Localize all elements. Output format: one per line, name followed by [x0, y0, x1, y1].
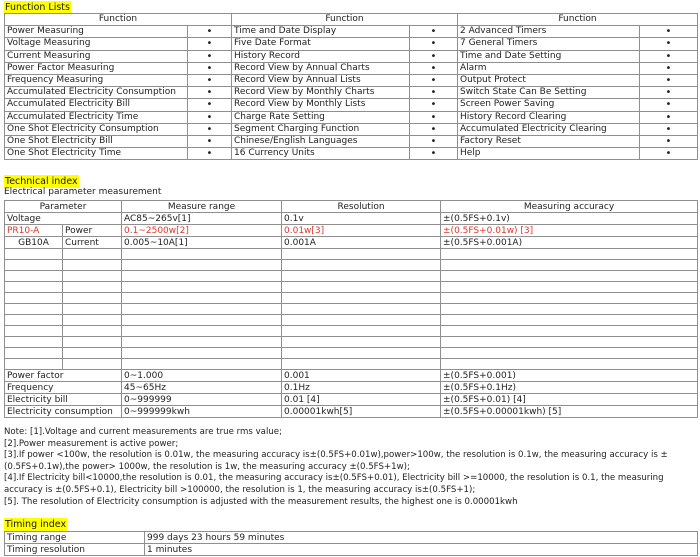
blank-cell [5, 260, 63, 271]
frequency-accuracy: ±(0.5FS+0.1Hz) [441, 382, 698, 394]
function-row [5, 50, 698, 62]
bullet-mark: • [640, 38, 698, 50]
bullet-mark: • [640, 111, 698, 123]
power-accuracy: ±(0.5FS+0.01w) [3] [441, 225, 698, 237]
model-b-label: GB10A [5, 237, 63, 249]
power-factor-accuracy: ±(0.5FS+0.001) [441, 370, 698, 382]
bullet-mark: • [640, 87, 698, 99]
note-1: Note: [1].Voltage and current measurements are true rms value; [4, 427, 282, 437]
bullet-mark: • [410, 135, 458, 147]
current-label: Current [63, 237, 122, 249]
function-row [5, 26, 698, 38]
bullet-mark: • [640, 74, 698, 86]
bullet-mark: • [188, 99, 232, 111]
bullet-mark: • [188, 111, 232, 123]
blank-cell [441, 293, 698, 304]
blank-cell [441, 260, 698, 271]
blank-cell [5, 315, 63, 326]
frequency-row [5, 382, 698, 394]
bullet-mark: • [188, 50, 232, 62]
power-row [5, 225, 698, 237]
bullet-mark: • [410, 50, 458, 62]
blank-cell [122, 337, 282, 348]
bullet-mark: • [410, 74, 458, 86]
function-item: Record View by Monthly Lists [232, 99, 410, 111]
function-item: Five Date Format [232, 38, 410, 50]
bullet-mark: • [188, 62, 232, 74]
blank-cell [441, 348, 698, 359]
bill-row [5, 394, 698, 406]
function-item: Record View by Monthly Charts [232, 87, 410, 99]
bullet-mark: • [410, 148, 458, 160]
timing-range-label: Timing range [5, 532, 145, 544]
function-item: 16 Currency Units [232, 148, 410, 160]
blank-row [5, 337, 698, 348]
bullet-mark: • [188, 135, 232, 147]
blank-cell [122, 293, 282, 304]
blank-cell [441, 337, 698, 348]
function-item: Current Measuring [5, 50, 188, 62]
bill-range: 0~999999 [122, 394, 282, 406]
bullet-mark: • [188, 74, 232, 86]
function-item: History Record [232, 50, 410, 62]
blank-cell [282, 260, 441, 271]
blank-row [5, 249, 698, 260]
blank-cell [122, 260, 282, 271]
function-item: Help [458, 148, 640, 160]
blank-cell [282, 326, 441, 337]
technical-notes [4, 427, 696, 508]
current-resolution: 0.001A [282, 237, 441, 249]
bullet-mark: • [410, 123, 458, 135]
function-row [5, 38, 698, 50]
blank-cell [122, 271, 282, 282]
model-a-label: PR10-A [5, 225, 63, 237]
blank-cell [282, 271, 441, 282]
bullet-mark: • [640, 62, 698, 74]
blank-cell [122, 326, 282, 337]
blank-cell [63, 326, 122, 337]
function-row [5, 135, 698, 147]
bullet-mark: • [410, 62, 458, 74]
blank-row [5, 260, 698, 271]
blank-cell [63, 260, 122, 271]
function-item: Record View by Annual Charts [232, 62, 410, 74]
blank-cell [5, 337, 63, 348]
blank-cell [282, 359, 441, 370]
blank-cell [5, 348, 63, 359]
blank-cell [441, 271, 698, 282]
blank-cell [63, 271, 122, 282]
function-row [5, 111, 698, 123]
function-item: Record View by Annual Lists [232, 74, 410, 86]
function-item: Time and Date Display [232, 26, 410, 38]
blank-cell [282, 304, 441, 315]
blank-cell [5, 249, 63, 260]
consumption-row [5, 406, 698, 418]
function-row [5, 87, 698, 99]
function-item: Screen Power Saving [458, 99, 640, 111]
technical-index-subtitle: Electrical parameter measurement [4, 187, 162, 197]
range-header: Measure range [122, 201, 282, 213]
bullet-mark: • [188, 87, 232, 99]
timing-index-title: Timing index [5, 519, 67, 530]
blank-cell [122, 282, 282, 293]
consumption-range: 0~999999kwh [122, 406, 282, 418]
function-item: One Shot Electricity Consumption [5, 123, 188, 135]
blank-cell [5, 359, 63, 370]
function-item: Power Measuring [5, 26, 188, 38]
blank-cell [63, 293, 122, 304]
bill-resolution: 0.01 [4] [282, 394, 441, 406]
voltage-resolution: 0.1v [282, 213, 441, 225]
blank-row [5, 282, 698, 293]
blank-cell [63, 315, 122, 326]
current-range: 0.005~10A[1] [122, 237, 282, 249]
bullet-mark: • [640, 148, 698, 160]
blank-cell [63, 359, 122, 370]
bullet-mark: • [640, 99, 698, 111]
function-item: History Record Clearing [458, 111, 640, 123]
bullet-mark: • [410, 38, 458, 50]
function-row [5, 148, 698, 160]
consumption-label: Electricity consumption [5, 406, 122, 418]
blank-cell [282, 348, 441, 359]
blank-cell [282, 315, 441, 326]
function-row [5, 99, 698, 111]
voltage-label: Voltage [5, 213, 122, 225]
blank-cell [63, 337, 122, 348]
blank-row [5, 271, 698, 282]
current-accuracy: ±(0.5FS+0.001A) [441, 237, 698, 249]
note-2: [2].Power measurement is active power; [4, 438, 179, 449]
blank-cell [5, 282, 63, 293]
timing-resolution-label: Timing resolution [5, 544, 145, 556]
function-item: 2 Advanced Timers [458, 26, 640, 38]
frequency-label: Frequency [5, 382, 122, 394]
function-item: 7 General Timers [458, 38, 640, 50]
voltage-accuracy: ±(0.5FS+0.1v) [441, 213, 698, 225]
power-range: 0.1~2500w[2] [122, 225, 282, 237]
function-item: Chinese/English Languages [232, 135, 410, 147]
bullet-mark: • [188, 148, 232, 160]
resolution-header: Resolution [282, 201, 441, 213]
blank-row [5, 348, 698, 359]
note-5: [5]. The resolution of Electricity consumption is adjusted with the measurement results, the highest one is 0.00001kwh [4, 496, 518, 507]
bullet-mark: • [410, 111, 458, 123]
power-factor-label: Power factor [5, 370, 122, 382]
function-item: Voltage Measuring [5, 38, 188, 50]
blank-cell [5, 271, 63, 282]
blank-cell [122, 348, 282, 359]
bullet-mark: • [640, 26, 698, 38]
function-row [5, 74, 698, 86]
function-item: Accumulated Electricity Consumption [5, 87, 188, 99]
bullet-mark: • [410, 26, 458, 38]
technical-index-title: Technical index [5, 176, 78, 187]
blank-cell [441, 359, 698, 370]
bullet-mark: • [410, 99, 458, 111]
blank-cell [122, 315, 282, 326]
blank-row [5, 326, 698, 337]
bullet-mark: • [188, 123, 232, 135]
function-item: Accumulated Electricity Bill [5, 99, 188, 111]
function-item: Power Factor Measuring [5, 62, 188, 74]
power-factor-range: 0~1.000 [122, 370, 282, 382]
function-item: Time and Date Setting [458, 50, 640, 62]
function-header-2: Function [232, 14, 458, 26]
function-item: Accumulated Electricity Clearing [458, 123, 640, 135]
frequency-resolution: 0.1Hz [282, 382, 441, 394]
blank-row [5, 359, 698, 370]
timing-range-row [5, 532, 698, 544]
parameter-header: Parameter [5, 201, 122, 213]
function-lists-table [4, 13, 698, 160]
function-lists-body [5, 26, 698, 160]
function-row [5, 123, 698, 135]
function-item: Accumulated Electricity Time [5, 111, 188, 123]
blank-cell [441, 326, 698, 337]
bullet-mark: • [640, 50, 698, 62]
function-item: One Shot Electricity Bill [5, 135, 188, 147]
power-resolution: 0.01w[3] [282, 225, 441, 237]
power-factor-row [5, 370, 698, 382]
blank-cell [5, 293, 63, 304]
timing-index-table [4, 531, 698, 556]
bill-accuracy: ±(0.5FS+0.01) [4] [441, 394, 698, 406]
blank-cell [122, 359, 282, 370]
blank-cell [122, 249, 282, 260]
bill-label: Electricity bill [5, 394, 122, 406]
voltage-row [5, 213, 698, 225]
blank-cell [5, 304, 63, 315]
blank-row [5, 304, 698, 315]
function-item: Output Protect [458, 74, 640, 86]
bullet-mark: • [410, 87, 458, 99]
bullet-mark: • [640, 123, 698, 135]
note-4: [4].If Electricity bill<10000,the resolution is 0.01, the measuring accuracy is±(0.5FS+0.01), Electricity bill >=10000, the resolution is 0.1, the measuring accuracy is ±(0.5FS+0.1), Electricity bill >100000, the resolution is 1, the measuring accuracy is±(0.5FS+1); [4, 473, 664, 495]
function-item: Switch State Can Be Setting [458, 87, 640, 99]
accuracy-header: Measuring accuracy [441, 201, 698, 213]
function-lists-title: Function Lists [5, 2, 70, 13]
timing-resolution-value: 1 minutes [145, 544, 698, 556]
blank-cell [282, 282, 441, 293]
function-header-3: Function [458, 14, 698, 26]
function-item: One Shot Electricity Time [5, 148, 188, 160]
function-item: Factory Reset [458, 135, 640, 147]
function-header-1: Function [5, 14, 232, 26]
bullet-mark: • [640, 135, 698, 147]
timing-range-value: 999 days 23 hours 59 minutes [145, 532, 698, 544]
function-item: Frequency Measuring [5, 74, 188, 86]
blank-cell [63, 348, 122, 359]
function-row [5, 62, 698, 74]
function-item: Segment Charging Function [232, 123, 410, 135]
blank-cell [63, 282, 122, 293]
timing-resolution-row [5, 544, 698, 556]
blank-cell [282, 337, 441, 348]
bullet-mark: • [188, 38, 232, 50]
frequency-range: 45~65Hz [122, 382, 282, 394]
blank-cell [441, 249, 698, 260]
blank-cell [282, 293, 441, 304]
blank-row [5, 315, 698, 326]
consumption-resolution: 0.00001kwh[5] [282, 406, 441, 418]
blank-cell [441, 304, 698, 315]
power-label: Power [63, 225, 122, 237]
blank-cell [63, 249, 122, 260]
blank-cell [63, 304, 122, 315]
blank-cell [282, 249, 441, 260]
blank-cell [441, 282, 698, 293]
technical-index-table [4, 200, 698, 418]
current-row [5, 237, 698, 249]
note-3: [3].If power <100w, the resolution is 0.01w, the measuring accuracy is±(0.5FS+0.01w),power>100w, the resolution is 0.1w, the measuring accuracy is ±(0.5FS+0.1w),the power> 1000w, the resolution is 1w, the measuring accuracy ±(0.5FS+1w); [4, 450, 668, 472]
blank-cell [441, 315, 698, 326]
power-factor-resolution: 0.001 [282, 370, 441, 382]
function-item: Alarm [458, 62, 640, 74]
blank-row [5, 293, 698, 304]
blank-cell [122, 304, 282, 315]
voltage-range: AC85~265v[1] [122, 213, 282, 225]
function-item: Charge Rate Setting [232, 111, 410, 123]
consumption-accuracy: ±(0.5FS+0.00001kwh) [5] [441, 406, 698, 418]
bullet-mark: • [188, 26, 232, 38]
blank-rows [5, 249, 698, 370]
blank-cell [5, 326, 63, 337]
